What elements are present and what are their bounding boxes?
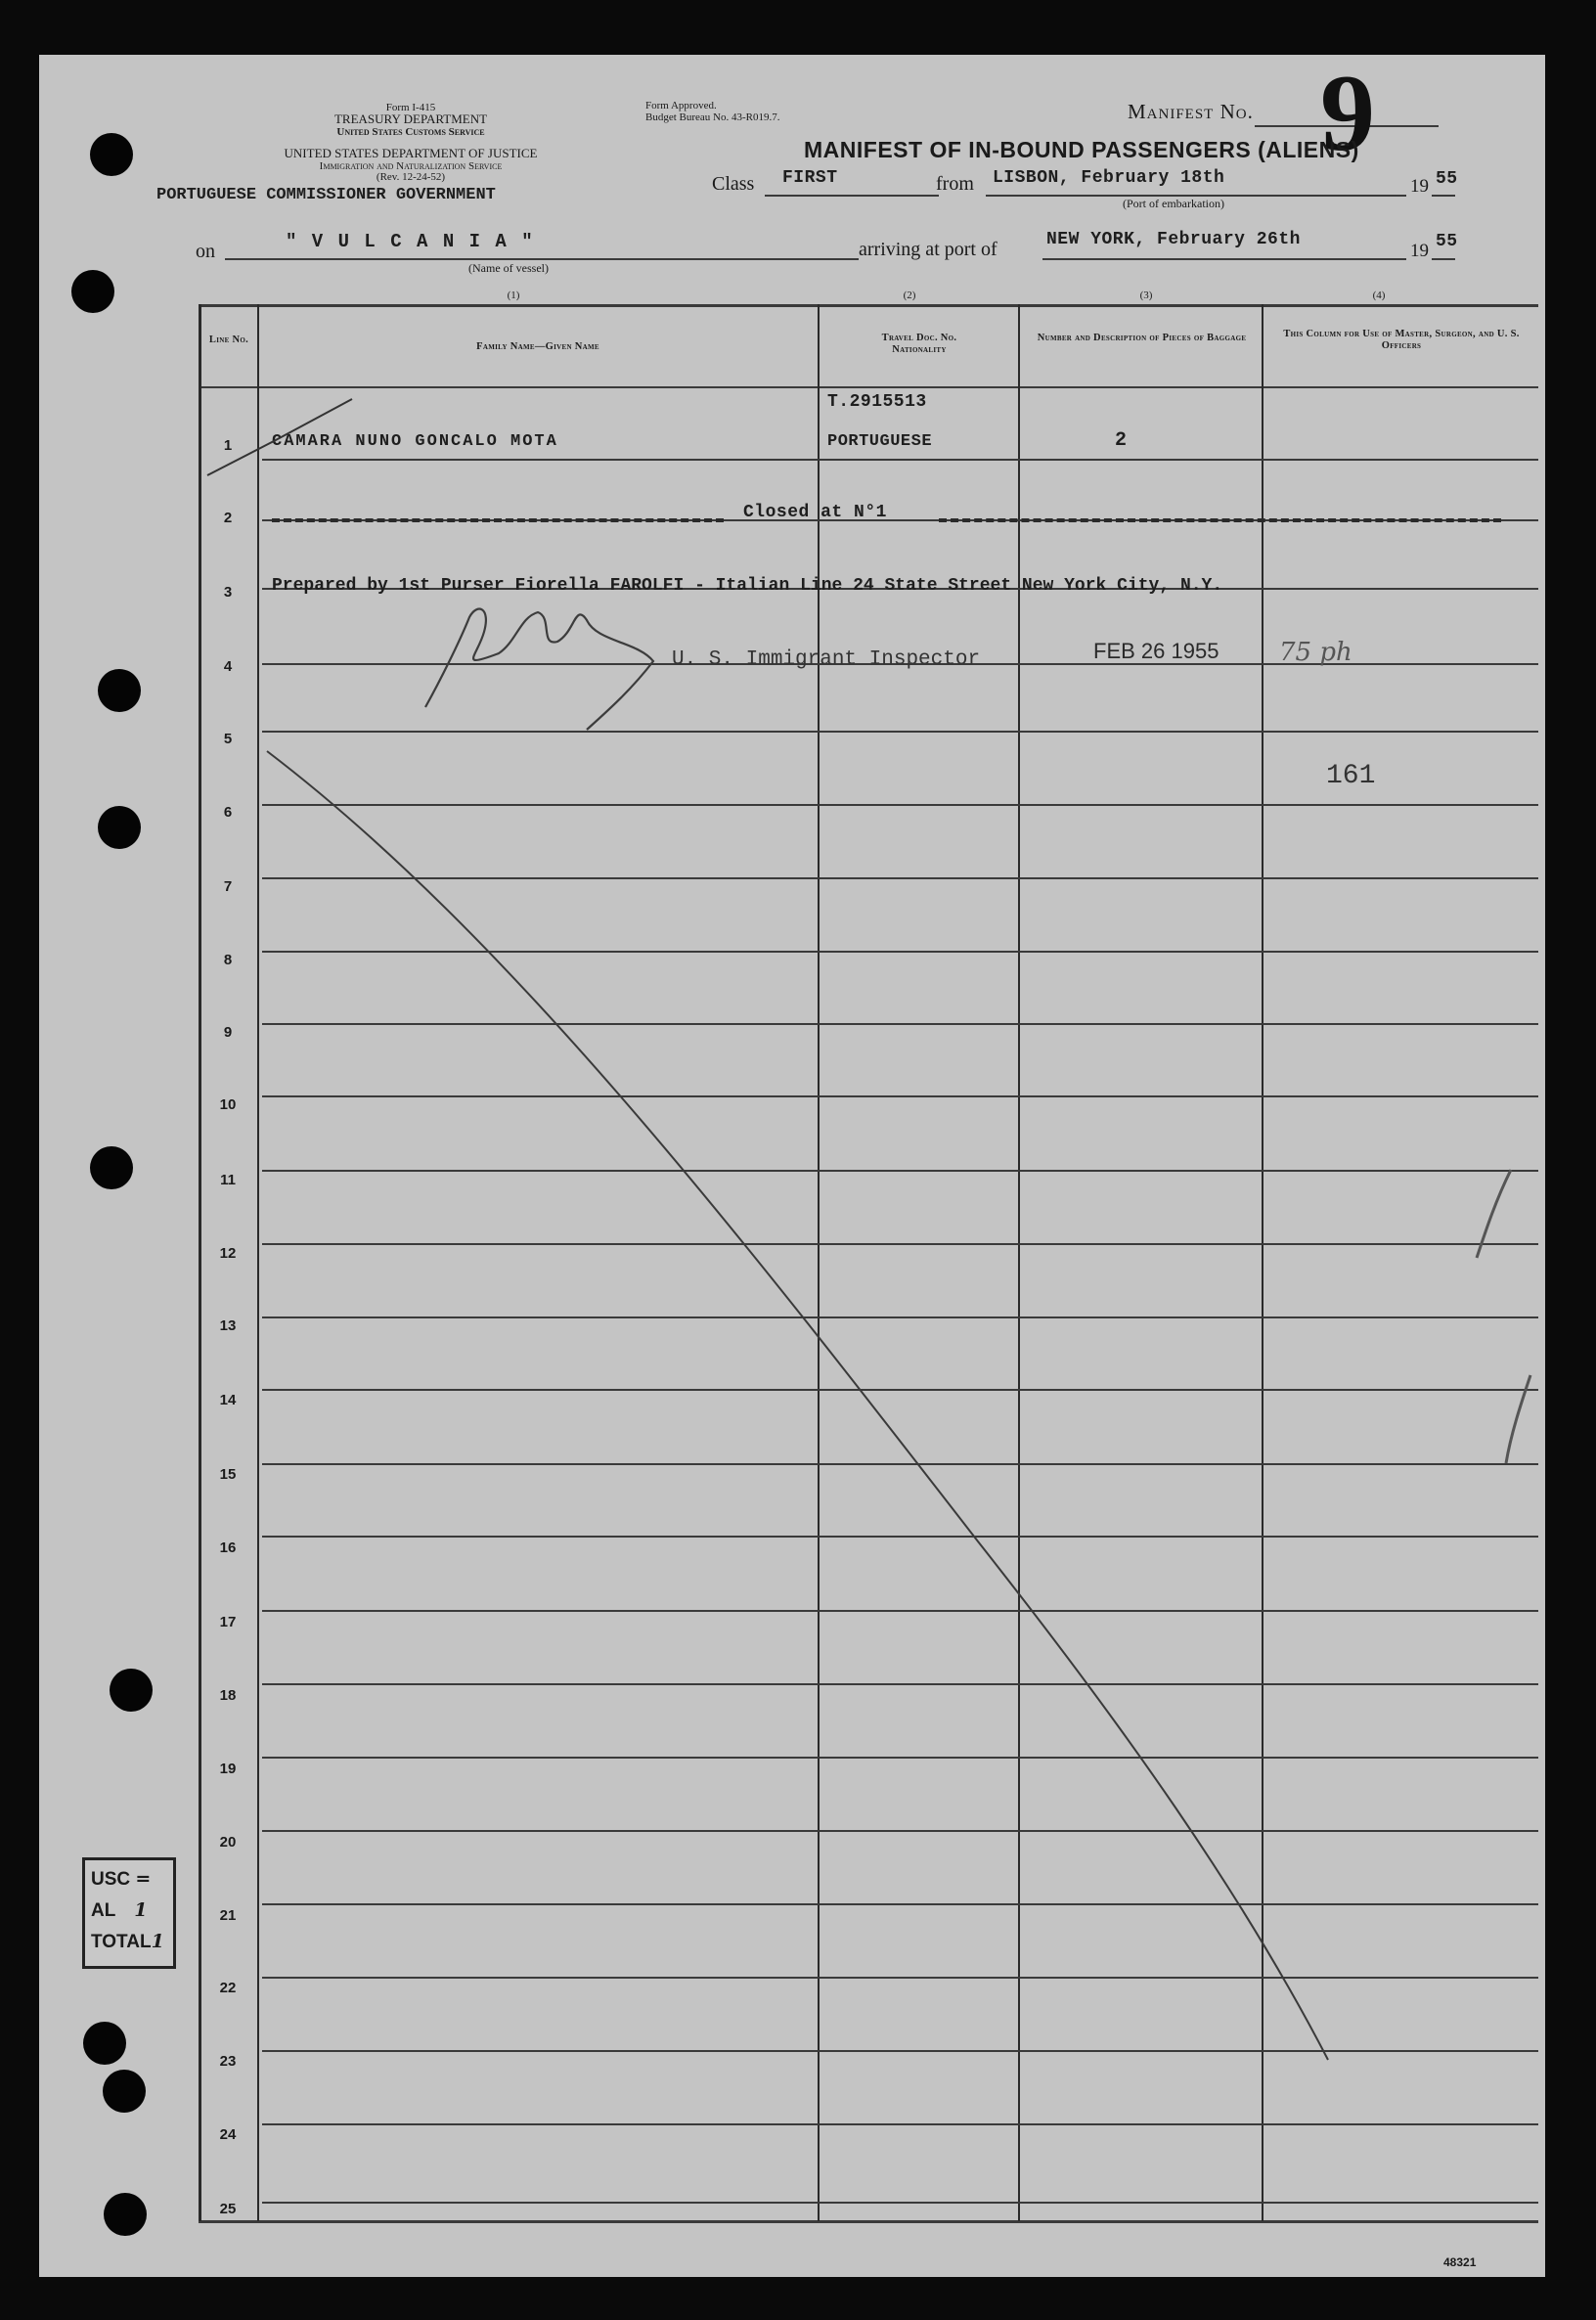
usc-label: USC	[91, 1869, 131, 1890]
line-number: 7	[223, 878, 233, 895]
closed-dashes-left	[272, 518, 724, 522]
ins-label: Immigration and Naturalization Service	[319, 160, 503, 172]
manifest-page	[39, 55, 1545, 2277]
baggage-count: 2	[1115, 429, 1128, 452]
from-year: 55	[1436, 169, 1458, 189]
arriving-year: 55	[1436, 232, 1458, 251]
line-number: 9	[223, 1024, 233, 1041]
punch-hole	[98, 806, 141, 849]
line-number: 4	[223, 658, 233, 675]
al-label: AL	[91, 1900, 115, 1921]
date-stamp: FEB 26 1955	[1093, 639, 1219, 663]
line-number: 16	[219, 1539, 237, 1556]
cancellation-stroke	[267, 751, 1328, 2060]
punch-hole	[71, 270, 114, 313]
arriving-year-prefix: 19	[1410, 241, 1429, 261]
department-of-justice: UNITED STATES DEPARTMENT OF JUSTICE	[284, 146, 538, 160]
line-number: 8	[223, 952, 233, 968]
from-value: LISBON, February 18th	[993, 168, 1225, 188]
closed-text: Closed at N°1	[743, 503, 887, 522]
line-number: 23	[219, 2053, 237, 2070]
line-number: 3	[223, 584, 233, 601]
punch-hole	[98, 669, 141, 712]
header-family-name: Family Name—Given Name	[476, 341, 599, 352]
footer-code: 48321	[1443, 2255, 1477, 2269]
from-label: from	[936, 173, 974, 195]
class-label: Class	[712, 173, 755, 195]
travel-doc-number: T.2915513	[827, 392, 927, 412]
arriving-label: arriving at port of	[859, 239, 998, 260]
column-number-2: (2)	[903, 290, 916, 301]
manifest-no-label: Manifest No.	[1128, 100, 1254, 123]
arriving-value: NEW YORK, February 26th	[1046, 230, 1301, 249]
line-number: 18	[219, 1687, 237, 1704]
budget-bureau: Budget Bureau No. 43-R019.7.	[645, 112, 780, 123]
line-number: 20	[219, 1834, 237, 1851]
total-label: TOTAL	[91, 1932, 152, 1952]
al-value: 1	[134, 1899, 148, 1921]
column-number-4: (4)	[1372, 290, 1386, 301]
line-number: 14	[219, 1392, 237, 1408]
line-number: 1	[223, 437, 233, 454]
officer-initials: 75 ph	[1279, 638, 1352, 667]
line-number: 11	[220, 1172, 236, 1188]
line-number: 12	[219, 1245, 237, 1262]
punch-hole	[83, 2022, 126, 2065]
line-number: 24	[219, 2126, 237, 2143]
on-label: on	[196, 241, 215, 262]
usc-count-box	[82, 1857, 176, 1969]
passenger-name: CAMARA NUNO GONCALO MOTA	[272, 432, 558, 451]
line-number: 10	[219, 1096, 237, 1113]
vessel-name: " V U L C A N I A "	[286, 231, 535, 252]
line-number: 13	[219, 1317, 237, 1334]
customs-service: United States Customs Service	[336, 126, 485, 138]
header-officers: This Column for Use of Master, Surgeon, and U. S. Officers	[1283, 329, 1520, 351]
line-number: 22	[219, 1980, 237, 1996]
line-number: 17	[219, 1614, 237, 1630]
punch-hole	[90, 1146, 133, 1189]
column-number-1: (1)	[507, 290, 520, 301]
column-number-3: (3)	[1139, 290, 1153, 301]
nationality: PORTUGUESE	[827, 432, 933, 451]
header-baggage: Number and Description of Pieces of Baggage	[1037, 333, 1247, 343]
prepared-by-line: Prepared by 1st Purser Fiorella FAROLFI - Italian Line 24 State Street New York City, N.Y.	[272, 576, 1223, 596]
revision: (Rev. 12-24-52)	[376, 171, 446, 183]
port-embarkation-caption: (Port of embarkation)	[1123, 197, 1224, 210]
officer-number: 161	[1326, 761, 1376, 791]
line-number: 6	[223, 804, 233, 821]
form-number: Form I-415	[385, 102, 436, 113]
year-prefix: 19	[1410, 176, 1429, 197]
usc-value: =	[135, 1868, 152, 1890]
header-line-no: Line No.	[208, 335, 249, 345]
line-number: 5	[223, 731, 233, 747]
vessel-caption: (Name of vessel)	[468, 261, 549, 275]
line-number: 25	[219, 2201, 237, 2217]
header-travel-doc: Travel Doc. No. Nationality	[881, 333, 957, 355]
line-number: 2	[223, 510, 233, 526]
inspector-signature	[425, 609, 653, 730]
line-number: 19	[219, 1761, 237, 1777]
form-approved: Form Approved.	[645, 100, 717, 112]
punch-hole	[103, 2070, 146, 2113]
inspector-label: U. S. Immigrant Inspector	[672, 648, 981, 671]
punch-hole	[90, 133, 133, 176]
punch-hole	[104, 2193, 147, 2236]
closed-dashes-right	[939, 518, 1501, 522]
line-number: 15	[219, 1466, 237, 1483]
punch-hole	[110, 1669, 153, 1712]
manifest-number: 9	[1320, 53, 1375, 174]
manifest-title: MANIFEST OF IN-BOUND PASSENGERS (ALIENS)	[804, 137, 1359, 162]
total-value: 1	[151, 1931, 164, 1952]
class-value: FIRST	[782, 168, 838, 188]
treasury-department: TREASURY DEPARTMENT	[333, 112, 488, 126]
commissioner-line: PORTUGUESE COMMISSIONER GOVERNMENT	[156, 186, 496, 204]
line-number: 21	[219, 1907, 237, 1924]
